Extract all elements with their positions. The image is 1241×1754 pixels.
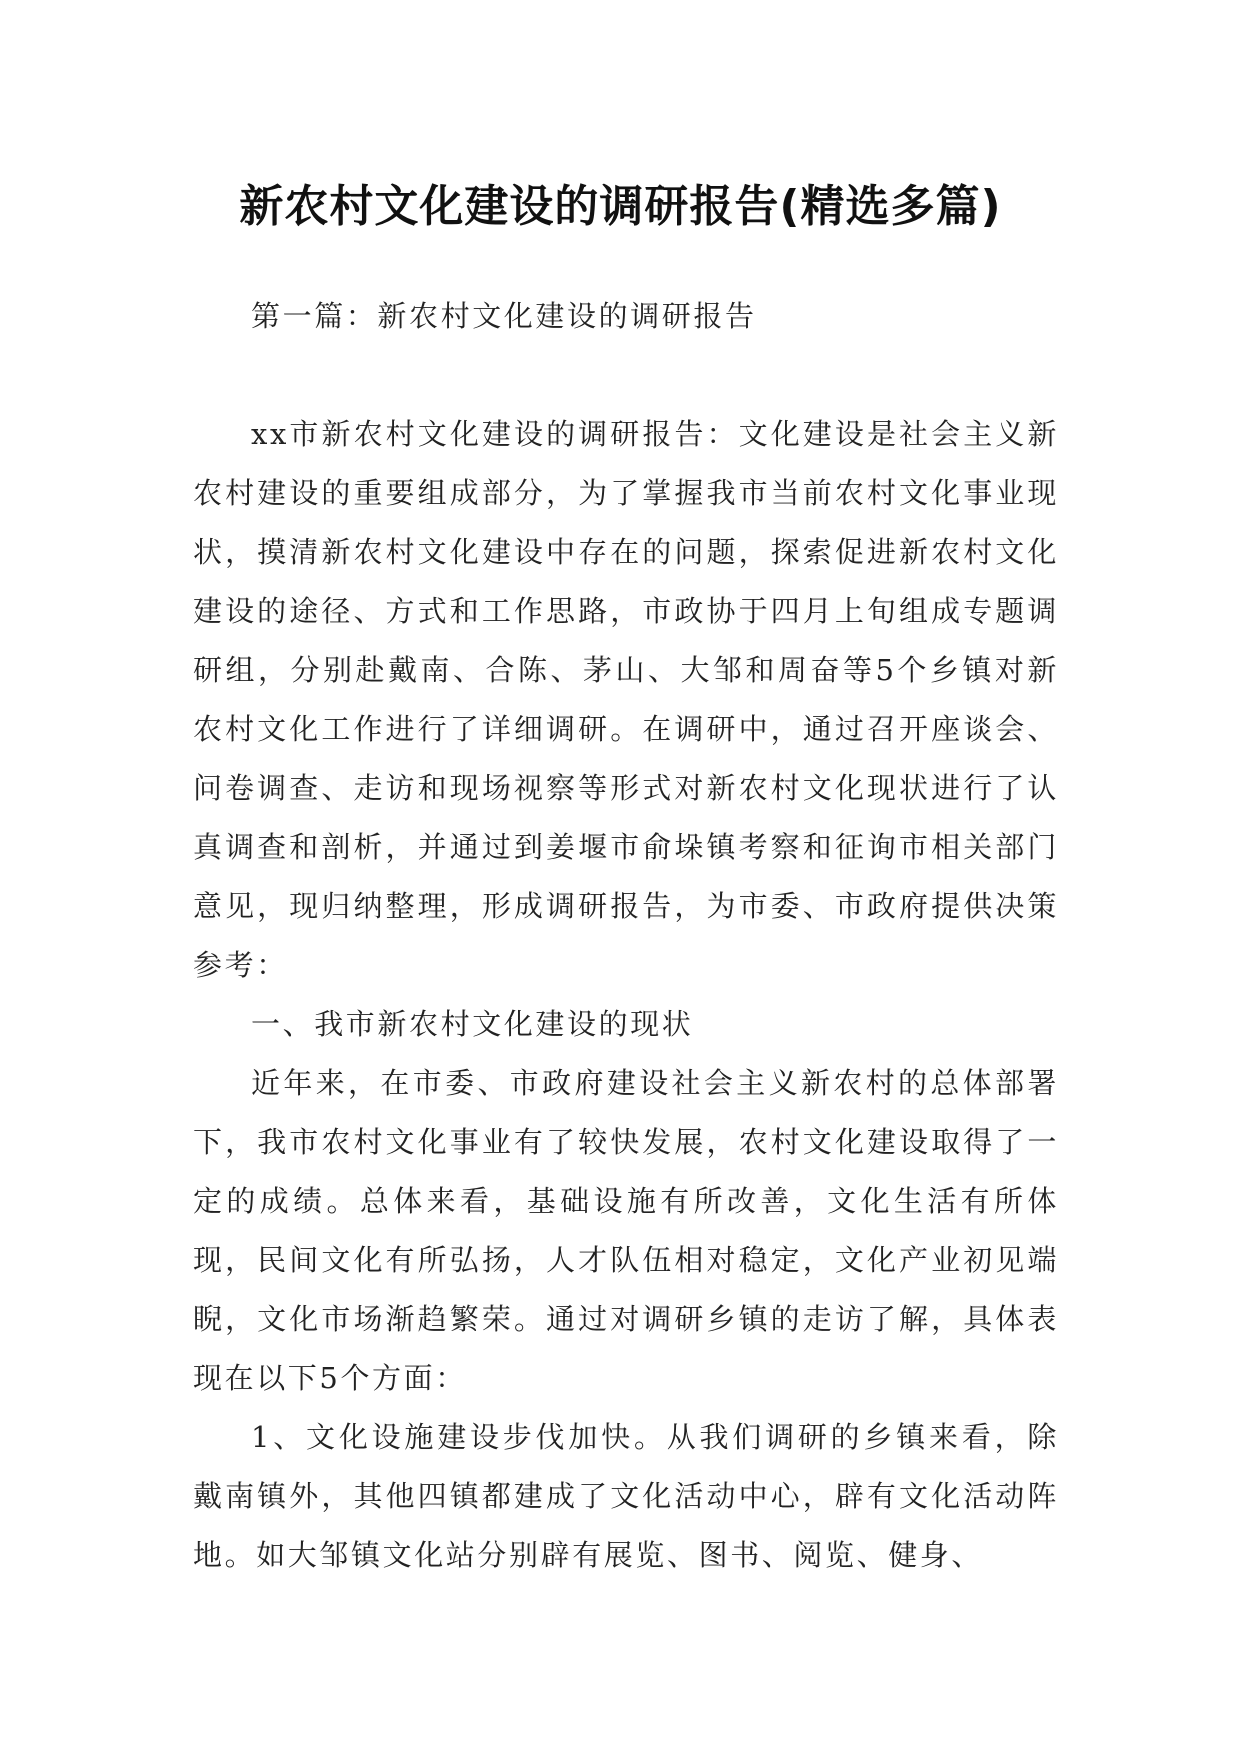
paragraph-subheading: 一、我市新农村文化建设的现状 (251, 1007, 694, 1041)
paragraph-intro: xx市新农村文化建设的调研报告：文化建设是社会主义新农村建设的重要组成部分，为了掌握我市当前农村文化事业现状，摸清新农村文化建设中存在的问题，探索促进新农村文化建设的途径、方式和工作思路，市政协于四月上旬组成专题调研组，分别赴戴南、合陈、茅山、大邹和周奋等5个乡镇对新农村文化工作进行了详细调研。在调研中，通过召开座谈会、问卷调查、走访和现场视察等形式对新农村文化现状进行了认真调查和剖析，并通过到姜堰市俞垛镇考察和征询市相关部门意见，现归纳整理，形成调研报告，为市委、市政府提供决策参考： (193, 417, 1059, 982)
section-heading: 第一篇：新农村文化建设的调研报告 (251, 299, 757, 333)
document-title: 新农村文化建设的调研报告(精选多篇) (239, 181, 1002, 233)
paragraph-point-1: 1、文化设施建设步伐加快。从我们调研的乡镇来看，除戴南镇外，其他四镇都建成了文化活动中心，辟有文化活动阵地。如大邹镇文化站分别辟有展览、图书、阅览、健身、 (193, 1420, 1059, 1572)
document-body (193, 287, 1059, 1585)
paragraph-overview: 近年来，在市委、市政府建设社会主义新农村的总体部署下，我市农村文化事业有了较快发展，农村文化建设取得了一定的成绩。总体来看，基础设施有所改善，文化生活有所体现，民间文化有所弘扬，人才队伍相对稳定，文化产业初见端睨，文化市场渐趋繁荣。通过对调研乡镇的走访了解，具体表现在以下5个方面： (193, 1066, 1059, 1395)
